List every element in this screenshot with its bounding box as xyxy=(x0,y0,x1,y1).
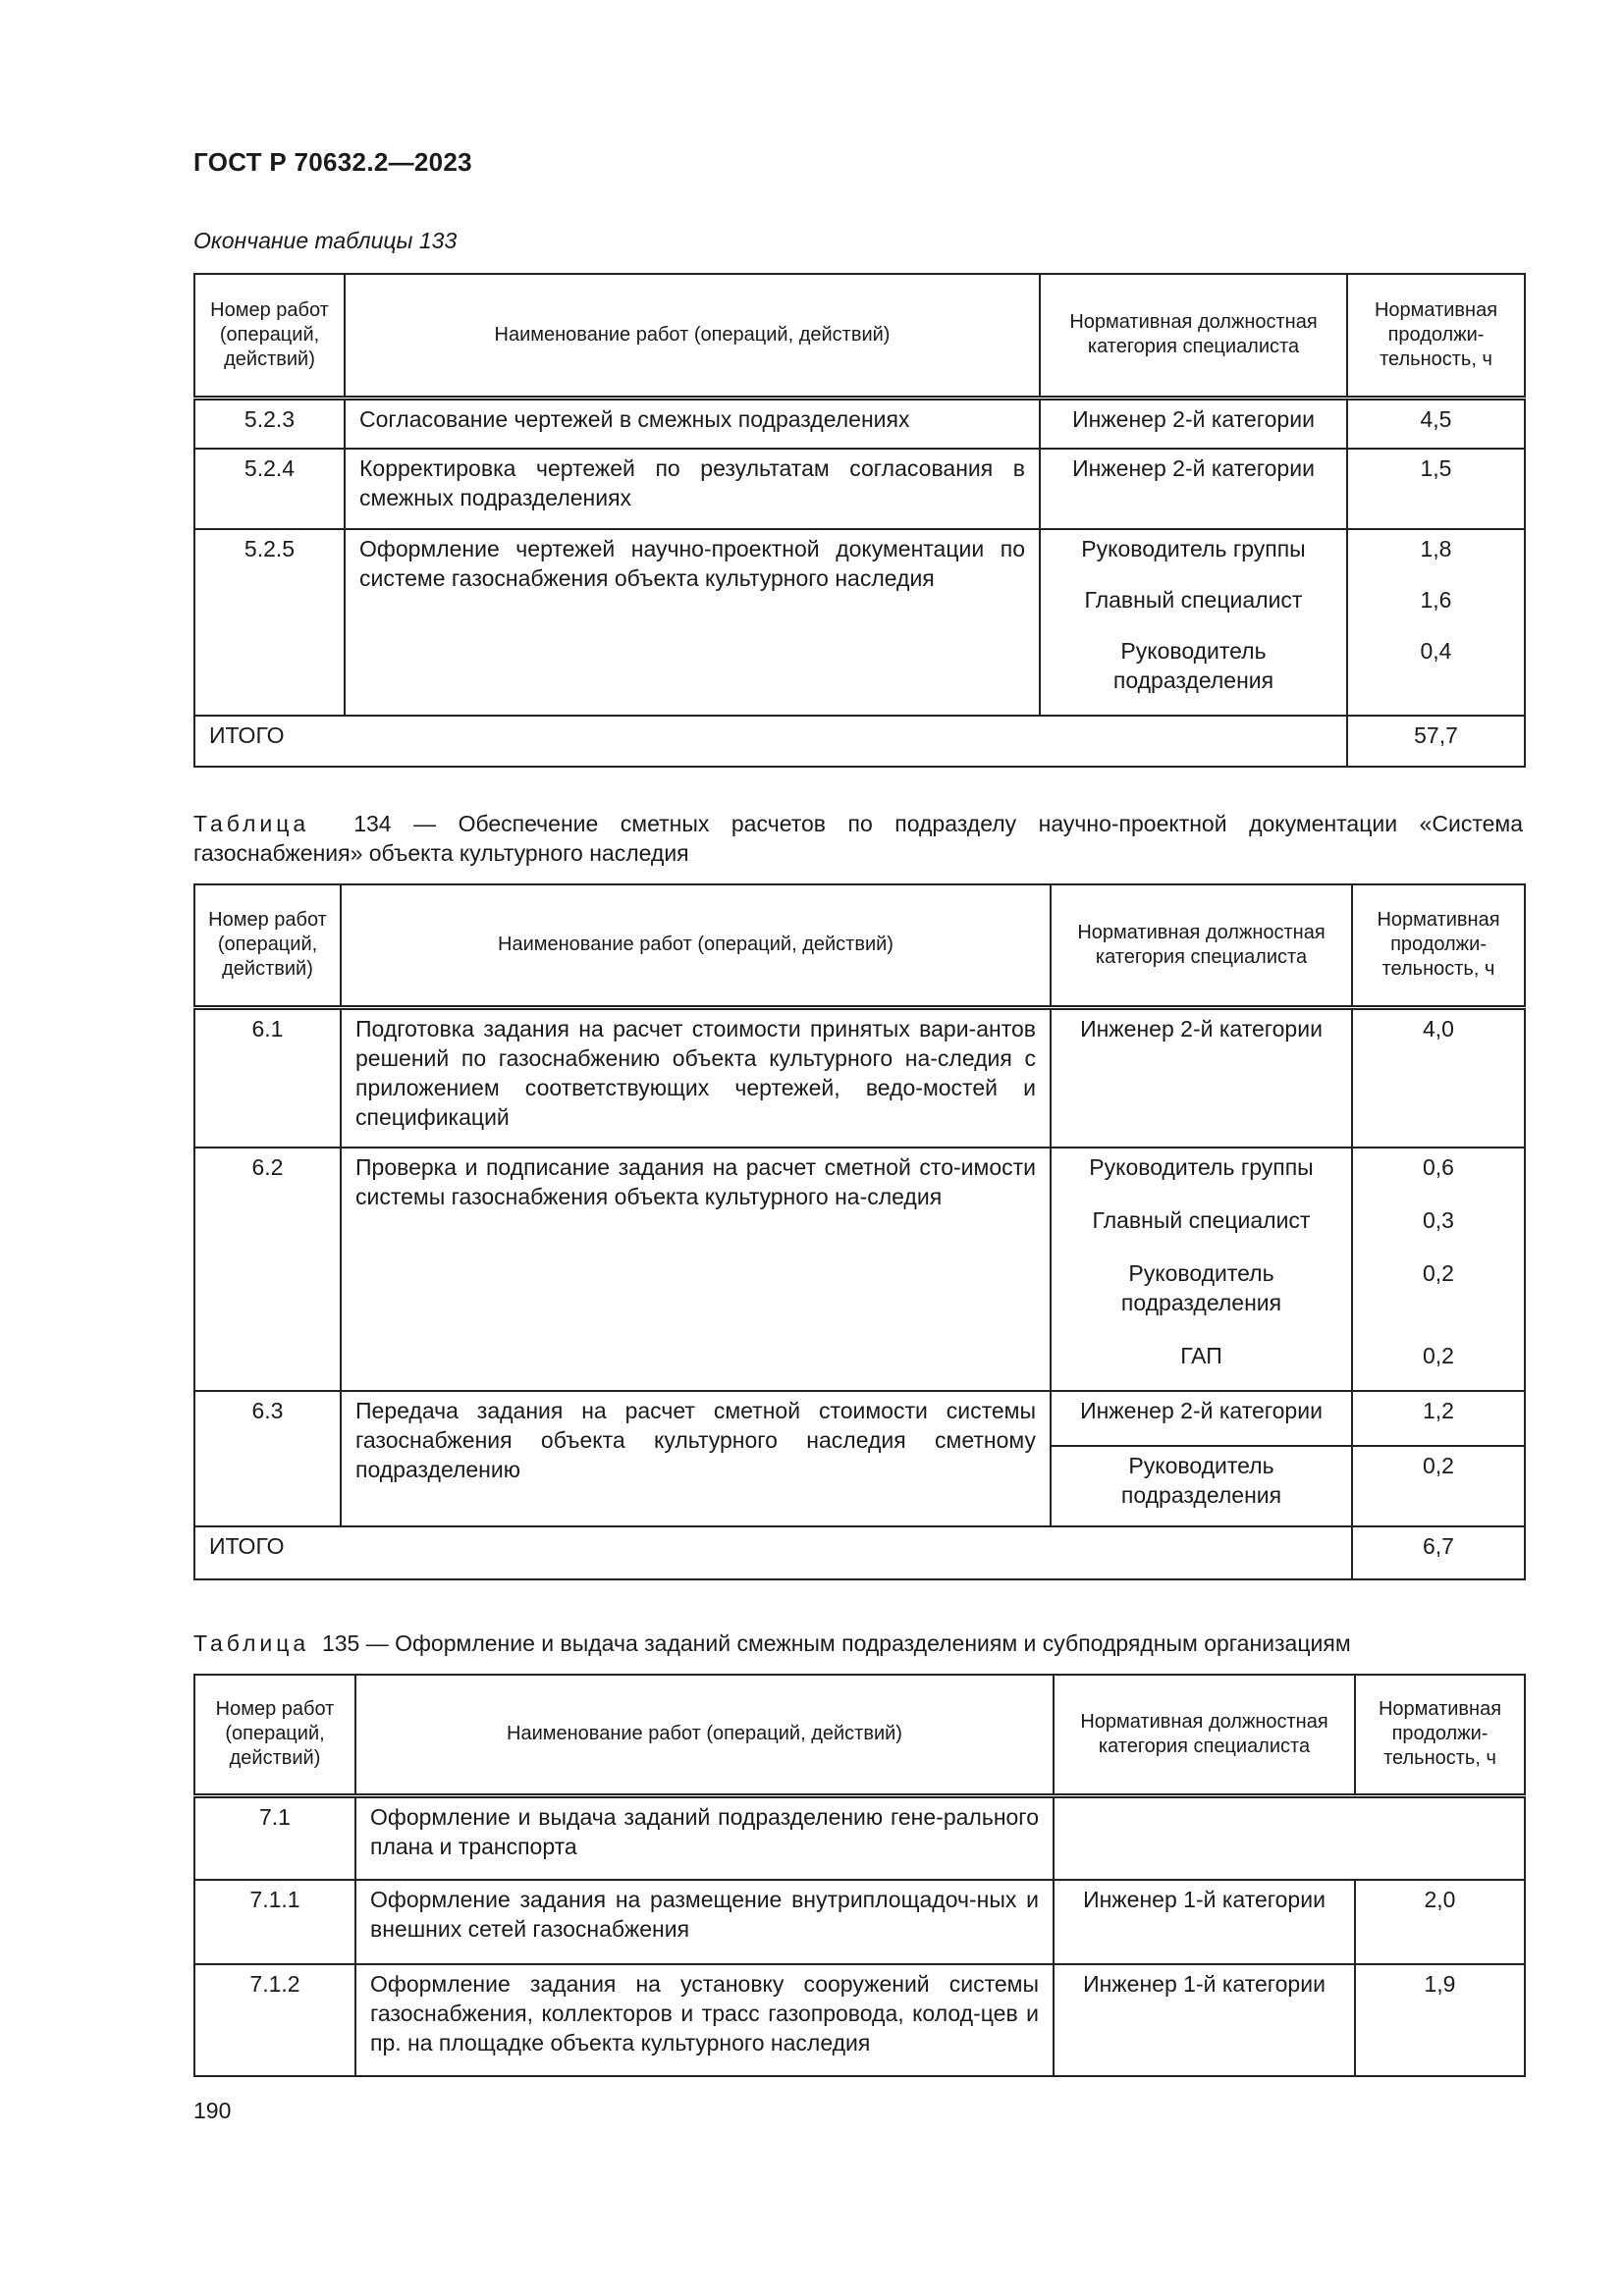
row-category: Инженер 1-й категории xyxy=(1054,1880,1355,1964)
category-item: Руководитель подразделения xyxy=(1120,1260,1282,1315)
col-header-duration: Нормативная продолжи-тельность, ч xyxy=(1347,274,1525,398)
row-num: 6.3 xyxy=(194,1391,341,1526)
row-duration: 1,9 xyxy=(1355,1964,1525,2076)
category-item: ГАП xyxy=(1180,1343,1222,1368)
duration-item: 1,6 xyxy=(1420,587,1452,613)
col-header-duration: Нормативная продолжи-тельность, ч xyxy=(1355,1675,1525,1795)
continuation-caption: Окончание таблицы 133 xyxy=(193,228,458,253)
row-category: Инженер 2-й категории xyxy=(1051,1391,1352,1446)
total-label: ИТОГО xyxy=(194,716,1347,767)
row-name: Оформление чертежей научно-проектной документации по системе газоснабжения объекта культурного наследия xyxy=(345,529,1040,716)
col-header-category: Нормативная должностная категория специалиста xyxy=(1051,884,1352,1007)
row-name: Проверка и подписание задания на расчет сметной сто-имости системы газоснабжения объекта культурного на-следия xyxy=(341,1148,1051,1391)
category-item: Главный специалист xyxy=(1084,587,1303,613)
total-row xyxy=(194,1526,1525,1579)
row-name: Оформление и выдача заданий подразделению гене-рального плана и транспорта xyxy=(355,1795,1054,1880)
category-item: Руководитель группы xyxy=(1089,1154,1314,1180)
table-row xyxy=(194,449,1525,529)
document-header: ГОСТ Р 70632.2—2023 xyxy=(193,147,472,177)
row-name: Передача задания на расчет сметной стоимости системы газоснабжения объекта культурного наследия сметному подразделению xyxy=(341,1391,1051,1526)
col-header-duration: Нормативная продолжи-тельность, ч xyxy=(1352,884,1525,1007)
duration-item: 0,3 xyxy=(1423,1207,1454,1233)
total-label: ИТОГО xyxy=(194,1526,1352,1579)
row-category: Инженер 2-й категории xyxy=(1051,1007,1352,1148)
row-category: Инженер 2-й категории xyxy=(1040,449,1347,529)
row-duration: 1,2 xyxy=(1352,1391,1525,1446)
col-header-num: Номер работ (операций, действий) xyxy=(194,274,345,398)
duration-item: 0,2 xyxy=(1423,1260,1454,1286)
total-value: 57,7 xyxy=(1347,716,1525,767)
table-row xyxy=(194,1148,1525,1391)
table-134 xyxy=(193,883,1526,1580)
row-name: Оформление задания на установку сооружений системы газоснабжения, коллекторов и трасс газопровода, колод-цев и пр. на площадке объекта культурного наследия xyxy=(355,1964,1054,2076)
table-row xyxy=(194,1391,1525,1446)
table-row xyxy=(194,1880,1525,1964)
category-item: Руководитель подразделения xyxy=(1112,638,1274,693)
row-category: Инженер 1-й категории xyxy=(1054,1964,1355,2076)
row-num: 6.2 xyxy=(194,1148,341,1391)
table-row xyxy=(194,1964,1525,2076)
table-133 xyxy=(193,273,1526,768)
row-num: 5.2.5 xyxy=(194,529,345,716)
row-category: Руководитель подразделения xyxy=(1051,1446,1352,1526)
row-duration: 0,2 xyxy=(1352,1446,1525,1526)
row-category-empty xyxy=(1054,1795,1525,1880)
row-categories xyxy=(1040,529,1347,716)
row-num: 5.2.3 xyxy=(194,398,345,449)
col-header-num: Номер работ (операций, действий) xyxy=(194,884,341,1007)
row-name: Корректировка чертежей по результатам согласования в смежных подразделениях xyxy=(345,449,1040,529)
category-item: Главный специалист xyxy=(1092,1207,1311,1233)
row-num: 7.1 xyxy=(194,1795,355,1880)
table-row xyxy=(194,529,1525,716)
row-category: Инженер 2-й категории xyxy=(1040,398,1347,449)
page-number: 190 xyxy=(193,2098,232,2123)
caption-prefix: Таблица xyxy=(193,1630,310,1656)
caption-prefix: Таблица xyxy=(193,811,310,836)
col-header-name: Наименование работ (операций, действий) xyxy=(345,274,1040,398)
duration-item: 0,4 xyxy=(1420,638,1452,664)
table-134-caption xyxy=(193,809,1523,868)
col-header-name: Наименование работ (операций, действий) xyxy=(341,884,1051,1007)
caption-text: 135 — Оформление и выдача заданий смежным подразделениям и субподрядным организациям xyxy=(321,1630,1351,1656)
row-durations xyxy=(1352,1148,1525,1391)
table-row xyxy=(194,1795,1525,1880)
row-name: Подготовка задания на расчет стоимости принятых вари-антов решений по газоснабжению объекта культурного на-следия с приложением соответствующих чертежей, ведо-мостей и спецификаций xyxy=(341,1007,1051,1148)
row-name: Оформление задания на размещение внутриплощадоч-ных и внешних сетей газоснабжения xyxy=(355,1880,1054,1964)
caption-text: 134 — Обеспечение сметных расчетов по подразделу научно-проектной документации «Система газоснабжения» объекта культурного наследия xyxy=(193,811,1524,866)
col-header-num: Номер работ (операций, действий) xyxy=(194,1675,355,1795)
col-header-category: Нормативная должностная категория специалиста xyxy=(1054,1675,1355,1795)
total-row xyxy=(194,716,1525,767)
duration-item: 1,8 xyxy=(1420,536,1452,561)
row-categories xyxy=(1051,1148,1352,1391)
duration-item: 0,2 xyxy=(1423,1343,1454,1368)
row-duration: 4,5 xyxy=(1347,398,1525,449)
col-header-name: Наименование работ (операций, действий) xyxy=(355,1675,1054,1795)
row-duration: 4,0 xyxy=(1352,1007,1525,1148)
col-header-category: Нормативная должностная категория специалиста xyxy=(1040,274,1347,398)
category-item: Руководитель группы xyxy=(1081,536,1306,561)
row-num: 7.1.2 xyxy=(194,1964,355,2076)
row-duration: 1,5 xyxy=(1347,449,1525,529)
row-num: 6.1 xyxy=(194,1007,341,1148)
row-name: Согласование чертежей в смежных подразделениях xyxy=(345,398,1040,449)
row-num: 5.2.4 xyxy=(194,449,345,529)
row-num: 7.1.1 xyxy=(194,1880,355,1964)
table-row xyxy=(194,1007,1525,1148)
table-135 xyxy=(193,1674,1526,2077)
total-value: 6,7 xyxy=(1352,1526,1525,1579)
row-duration: 2,0 xyxy=(1355,1880,1525,1964)
table-row xyxy=(194,398,1525,449)
table-135-caption xyxy=(193,1629,1523,1658)
row-durations xyxy=(1347,529,1525,716)
duration-item: 0,6 xyxy=(1423,1154,1454,1180)
